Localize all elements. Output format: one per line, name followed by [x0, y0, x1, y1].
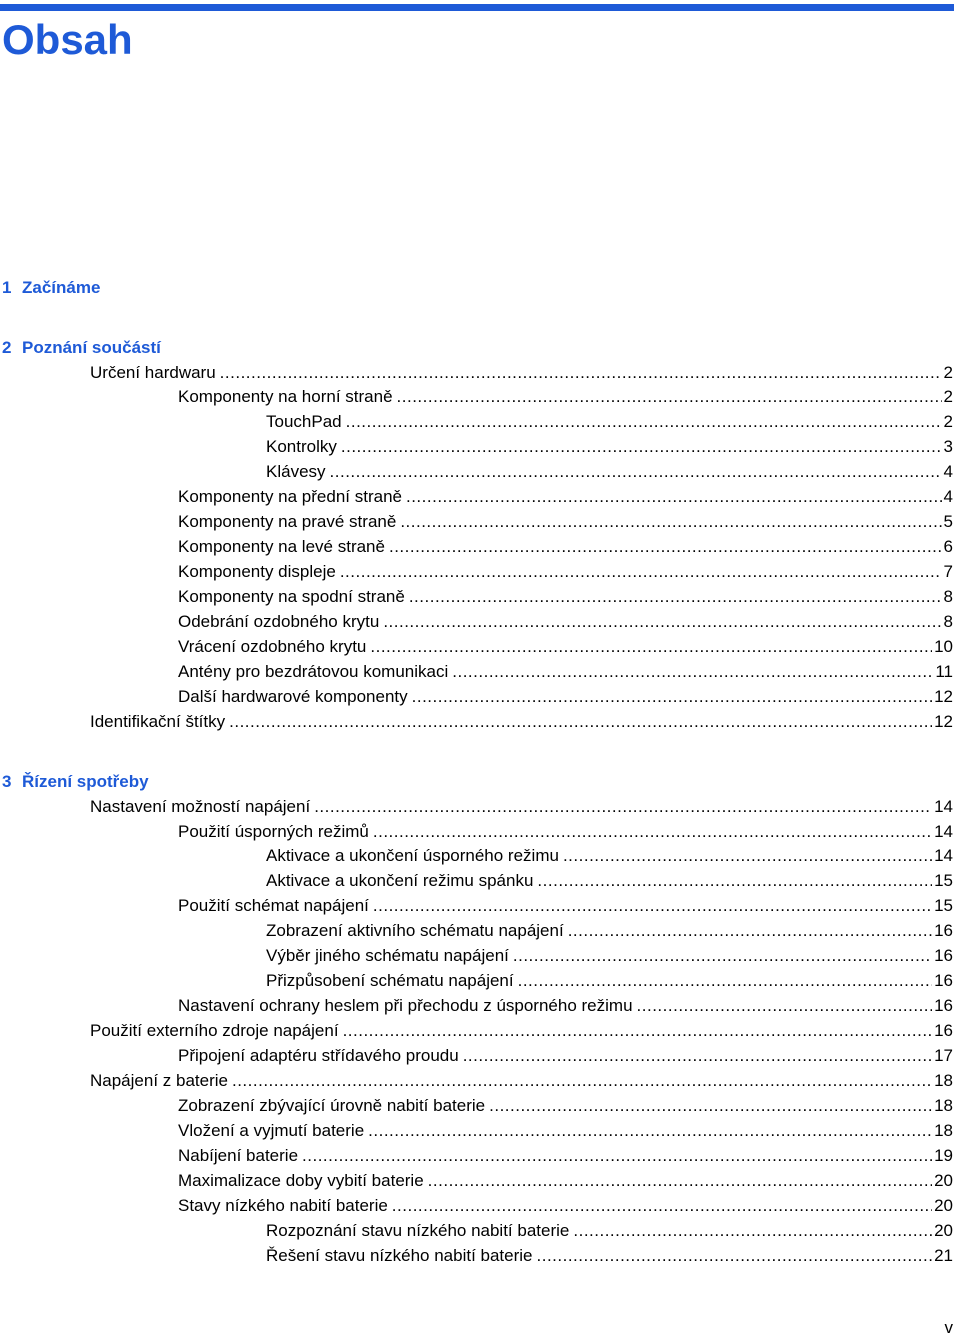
toc-entry-label: Použití úsporných režimů [178, 821, 369, 841]
toc-entry-label: Kontrolky [266, 437, 337, 457]
dot-leader [518, 969, 932, 993]
toc-entry-label: Antény pro bezdrátovou komunikaci [178, 661, 449, 681]
dot-leader [412, 685, 932, 709]
toc-entry-page-number: 4 [943, 462, 953, 482]
toc-entry-page-number: 16 [934, 996, 953, 1016]
dot-leader [330, 460, 942, 484]
toc-entry[interactable] [90, 1019, 953, 1043]
toc-entry-label: Komponenty na spodní straně [178, 587, 405, 606]
dot-leader [406, 485, 942, 509]
toc-entry-label: Zobrazení aktivního schématu napájení [266, 921, 564, 941]
toc-entry[interactable] [266, 460, 953, 484]
toc-entry-label: Klávesy [266, 462, 326, 482]
toc-entry[interactable] [90, 795, 953, 819]
toc-entry[interactable] [178, 510, 953, 534]
dot-leader [220, 361, 942, 385]
toc-entry-page-number: 19 [934, 1145, 953, 1165]
toc-entry-label: Odebrání ozdobného krytu [178, 612, 380, 631]
page-folio: v [944, 1318, 953, 1337]
toc-chapter-heading[interactable] [2, 336, 161, 360]
toc-entry-label: Aktivace a ukončení úsporného režimu [266, 846, 559, 866]
toc-entry-page-number: 16 [934, 971, 953, 991]
dot-leader [409, 585, 942, 609]
toc-entry-page-number: 16 [934, 921, 953, 941]
toc-entry-label: Vložení a vyjmutí baterie [178, 1120, 365, 1140]
toc-entry-label: Zobrazení zbývající úrovně nabití baterie [178, 1095, 486, 1115]
toc-entry-label: Identifikační štítky [90, 711, 226, 731]
toc-chapter-heading[interactable] [2, 770, 149, 794]
chapter-title: Řízení spotřeby [22, 772, 149, 791]
dot-leader [341, 435, 942, 459]
dot-leader [346, 410, 942, 434]
toc-entry[interactable] [266, 1244, 953, 1268]
dot-leader [392, 1194, 932, 1218]
dot-leader [537, 1244, 933, 1268]
toc-entry-page-number: 10 [934, 637, 953, 656]
toc-entry-label: Komponenty na levé straně [178, 537, 385, 557]
toc-entry[interactable] [178, 660, 953, 684]
toc-entry-page-number: 2 [943, 362, 953, 382]
toc-entry[interactable] [178, 894, 953, 918]
toc-entry[interactable] [178, 535, 953, 559]
toc-entry-page-number: 2 [943, 412, 953, 432]
dot-leader [373, 894, 932, 918]
toc-entry-label: Přizpůsobení schématu napájení [266, 971, 514, 991]
chapter-number: 1 [2, 278, 12, 297]
toc-entry-page-number: 8 [943, 587, 953, 606]
dot-leader [373, 820, 932, 844]
toc-entry[interactable] [266, 410, 953, 434]
dot-leader [232, 1069, 932, 1093]
toc-entry-label: Nastavení možností napájení [90, 796, 311, 816]
dot-leader [370, 635, 932, 659]
toc-entry-page-number: 5 [943, 512, 953, 532]
toc-entry-page-number: 11 [935, 661, 953, 681]
toc-entry[interactable] [178, 610, 953, 634]
toc-entry[interactable] [178, 485, 953, 509]
toc-entry[interactable] [178, 685, 953, 709]
toc-entry[interactable] [178, 1119, 953, 1143]
toc-entry[interactable] [90, 1069, 953, 1093]
toc-entry[interactable] [178, 994, 953, 1018]
toc-entry-page-number: 21 [934, 1245, 953, 1265]
toc-entry-label: Použití externího zdroje napájení [90, 1021, 339, 1040]
toc-entry-page-number: 12 [934, 686, 953, 706]
toc-entry[interactable] [266, 919, 953, 943]
chapter-title: Začínáme [22, 278, 101, 297]
dot-leader [343, 1019, 933, 1043]
toc-entry-label: TouchPad [266, 412, 342, 432]
toc-entry-page-number: 20 [934, 1220, 953, 1240]
dot-leader [368, 1119, 932, 1143]
toc-entry-page-number: 15 [934, 896, 953, 916]
toc-entry-label: Řešení stavu nízkého nabití baterie [266, 1245, 533, 1265]
toc-entry-page-number: 20 [934, 1170, 953, 1190]
chapter-number: 3 [2, 772, 12, 791]
toc-entry-page-number: 16 [934, 1021, 953, 1040]
toc-entry-label: Napájení z baterie [90, 1071, 228, 1090]
dot-leader [229, 710, 932, 734]
toc-entry-page-number: 14 [934, 821, 953, 841]
chapter-number: 2 [2, 338, 12, 357]
toc-entry-label: Nabíjení baterie [178, 1145, 299, 1165]
dot-leader [573, 1219, 932, 1243]
toc-entry[interactable] [266, 969, 953, 993]
toc-entry-label: Stavy nízkého nabití baterie [178, 1195, 388, 1215]
toc-entry[interactable] [266, 869, 953, 893]
toc-entry-page-number: 17 [934, 1046, 953, 1065]
toc-entry-page-number: 14 [934, 846, 953, 866]
toc-entry[interactable] [266, 844, 953, 868]
toc-entry-page-number: 8 [943, 612, 953, 631]
toc-entry[interactable] [178, 560, 953, 584]
toc-entry-page-number: 15 [934, 871, 953, 891]
toc-entry[interactable] [178, 385, 953, 409]
toc-entry[interactable] [90, 710, 953, 734]
toc-entry-label: Použití schémat napájení [178, 896, 369, 916]
toc-entry[interactable] [178, 635, 953, 659]
toc-entry-page-number: 4 [943, 487, 953, 507]
toc-entry-page-number: 18 [934, 1071, 953, 1090]
dot-leader [302, 1144, 932, 1168]
toc-entry-label: Určení hardwaru [90, 362, 216, 382]
toc-entry[interactable] [266, 944, 953, 968]
toc-entry-page-number: 14 [934, 796, 953, 816]
toc-entry-label: Komponenty displeje [178, 562, 336, 582]
toc-entry-page-number: 18 [934, 1120, 953, 1140]
toc-entry-label: Připojení adaptéru střídavého proudu [178, 1046, 459, 1065]
dot-leader [389, 535, 942, 559]
dot-leader [489, 1094, 932, 1118]
dot-leader [513, 944, 932, 968]
toc-entry-page-number: 20 [934, 1195, 953, 1215]
toc-chapter-heading[interactable] [2, 276, 100, 300]
dot-leader [400, 510, 941, 534]
toc-entry-label: Komponenty na přední straně [178, 487, 402, 507]
dot-leader [314, 795, 932, 819]
dot-leader [397, 385, 942, 409]
toc-entry[interactable] [178, 1144, 953, 1168]
toc-entry-page-number: 3 [943, 437, 953, 457]
toc-entry-label: Výběr jiného schématu napájení [266, 946, 509, 966]
toc-entry-page-number: 16 [934, 946, 953, 966]
toc-entry-page-number: 2 [943, 387, 953, 407]
page-title: Obsah [2, 16, 133, 63]
toc-entry[interactable] [178, 1194, 953, 1218]
chapter-title: Poznání součástí [22, 338, 161, 357]
toc-entry-label: Maximalizace doby vybití baterie [178, 1170, 424, 1190]
toc-entry[interactable] [178, 585, 953, 609]
toc-entry-page-number: 7 [943, 562, 953, 582]
toc-entry-page-number: 12 [934, 711, 953, 731]
dot-leader [637, 994, 933, 1018]
toc-entry[interactable] [178, 1169, 953, 1193]
toc-entry-label: Nastavení ochrany heslem při přechodu z úsporného režimu [178, 996, 633, 1016]
dot-leader [340, 560, 942, 584]
toc-entry-label: Vrácení ozdobného krytu [178, 637, 367, 656]
toc-entry-page-number: 18 [934, 1095, 953, 1115]
toc-entry[interactable] [90, 361, 953, 385]
toc-entry[interactable] [178, 1094, 953, 1118]
toc-entry-label: Další hardwarové komponenty [178, 686, 408, 706]
toc-entry[interactable] [266, 1219, 953, 1243]
toc-entry-label: Aktivace a ukončení režimu spánku [266, 871, 534, 891]
toc-entry-label: Komponenty na horní straně [178, 387, 393, 407]
toc-entry-label: Komponenty na pravé straně [178, 512, 397, 532]
toc-entry-page-number: 6 [943, 537, 953, 557]
toc-entry-label: Rozpoznání stavu nízkého nabití baterie [266, 1220, 570, 1240]
dot-leader [568, 919, 932, 943]
toc-entry[interactable] [178, 1044, 953, 1068]
dot-leader [463, 1044, 932, 1068]
dot-leader [428, 1169, 932, 1193]
header-rule [0, 4, 954, 11]
dot-leader [563, 844, 932, 868]
dot-leader [383, 610, 941, 634]
dot-leader [452, 660, 933, 684]
toc-entry[interactable] [266, 435, 953, 459]
toc-entry[interactable] [178, 820, 953, 844]
dot-leader [537, 869, 932, 893]
